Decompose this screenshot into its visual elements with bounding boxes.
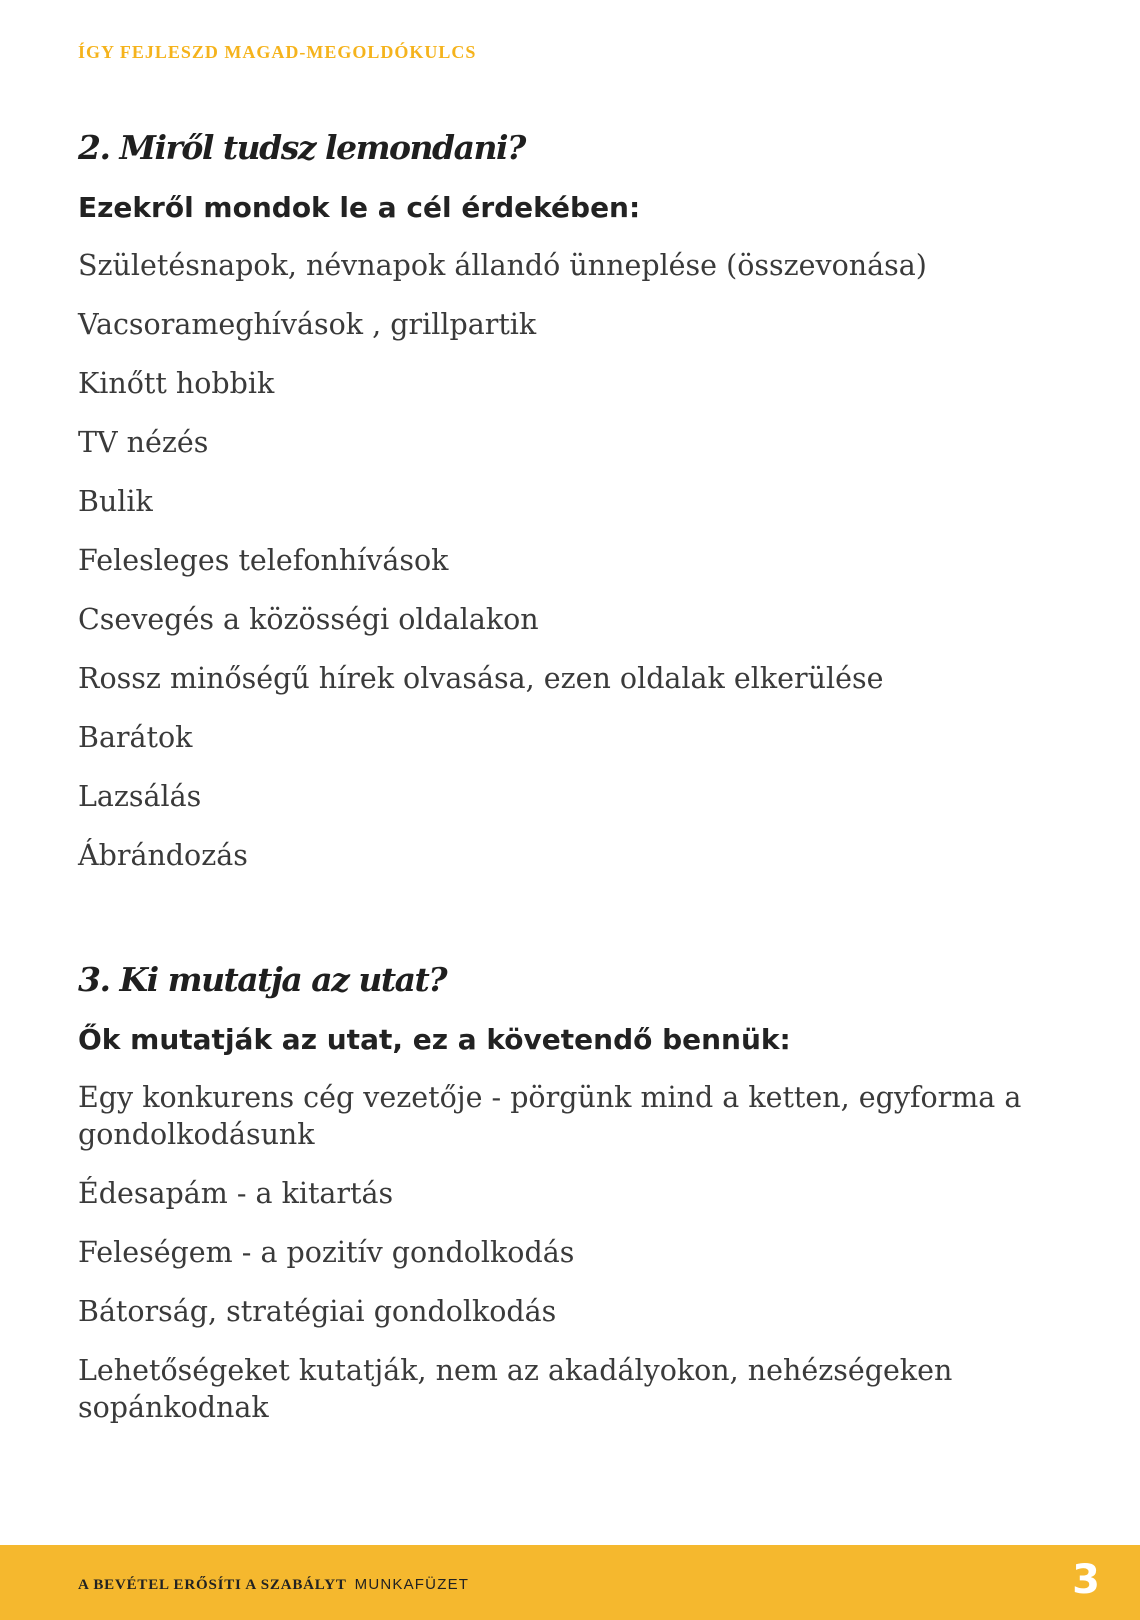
footer-title (78, 1575, 469, 1594)
role-models-list (78, 1079, 1068, 1426)
running-header: ÍGY FEJLESZD MAGAD-MEGOLDÓKULCS (78, 42, 477, 62)
list-item: TV nézés (78, 426, 209, 459)
page-footer (0, 1545, 1140, 1620)
list-item: Felesleges telefonhívások (78, 544, 449, 577)
section-role-models (78, 960, 1068, 1448)
list-item: Bulik (78, 485, 153, 518)
list-item: Kinőtt hobbik (78, 367, 275, 400)
list-item: Barátok (78, 721, 193, 754)
section-renounce (78, 128, 1068, 896)
section-subheading: Ezekről mondok le a cél érdekében: (78, 191, 641, 224)
renounce-list (78, 247, 1068, 874)
list-item: Édesapám - a kitartás (78, 1177, 394, 1210)
list-item: Feleségem - a pozitív gondolkodás (78, 1236, 575, 1269)
list-item: Rossz minőségű hírek olvasása, ezen oldalak elkerülése (78, 662, 884, 695)
list-item: Bátorság, stratégiai gondolkodás (78, 1295, 557, 1328)
page-number: 3 (1072, 1557, 1100, 1603)
list-item: Vacsorameghívások , grillpartik (78, 308, 537, 341)
list-item: Születésnapok, névnapok állandó ünneplése (összevonása) (78, 249, 927, 282)
section-heading: 3. Ki mutatja az utat? (78, 960, 447, 999)
section-subheading: Ők mutatják az utat, ez a követendő bennük: (78, 1023, 791, 1056)
footer-book-type: MUNKAFÜZET (354, 1576, 470, 1593)
list-item: Egy konkurens cég vezetője - pörgünk mind a ketten, egyforma a gondolkodásunk (78, 1081, 1022, 1151)
footer-book-title: A BEVÉTEL ERŐSÍTI A SZABÁLYT (78, 1577, 347, 1593)
list-item: Csevegés a közösségi oldalakon (78, 603, 539, 636)
list-item: Lehetőségeket kutatják, nem az akadályokon, nehézségeken sopánkodnak (78, 1354, 953, 1424)
list-item: Lazsálás (78, 780, 202, 813)
section-heading: 2. Miről tudsz lemondani? (78, 128, 525, 167)
list-item: Ábrándozás (78, 839, 248, 872)
